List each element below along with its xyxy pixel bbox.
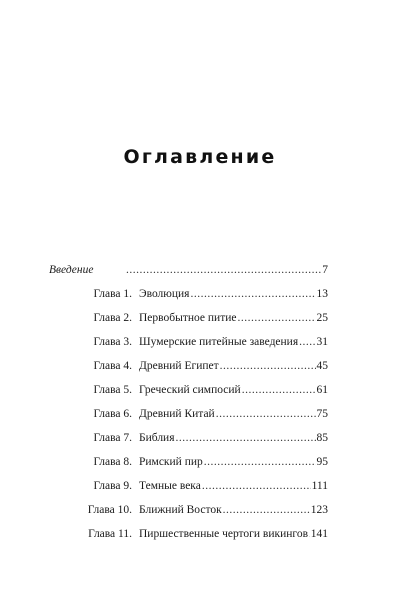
chapter-title: Библия [139,432,175,444]
leader-dots [126,258,321,282]
leader-dots [237,306,315,330]
toc-chapter-row[interactable] [0,354,400,378]
toc-chapter-row[interactable] [0,426,400,450]
intro-label: Введение [49,264,94,276]
leader-dots [204,450,316,474]
chapter-entry [139,282,328,306]
page-number: 75 [316,408,328,420]
chapter-label: Глава 4. [93,360,132,372]
chapter-label: Глава 5. [93,384,132,396]
page-number: 141 [310,528,328,540]
chapter-label: Глава 2. [93,312,132,324]
chapter-title: Пиршественные чертоги викингов [139,528,309,540]
page-number: 31 [316,336,328,348]
chapter-title: Древний Египет [139,360,219,372]
chapter-entry [139,426,328,450]
toc-chapter-row[interactable] [0,282,400,306]
chapter-title: Шумерские питейные заведения [139,336,299,348]
chapter-title: Греческий симпосий [139,384,241,396]
leader-dots [190,282,315,306]
toc-chapter-row[interactable] [0,498,400,522]
leader-dots [223,498,310,522]
toc-chapter-row[interactable] [0,330,400,354]
leader-dots [202,474,311,498]
page-title: Оглавление [123,146,277,168]
intro-entry [125,258,328,282]
chapter-label: Глава 11. [88,528,132,540]
page-number: 13 [316,288,328,300]
page-number: 61 [316,384,328,396]
page-number: 25 [316,312,328,324]
chapter-label: Глава 1. [93,288,132,300]
chapter-label: Глава 7. [93,432,132,444]
chapter-title: Ближний Восток [139,504,222,516]
page-number: 111 [311,480,328,492]
toc-chapter-row[interactable] [0,450,400,474]
toc-chapter-row[interactable] [0,402,400,426]
leader-dots [299,330,315,354]
toc-chapter-row[interactable] [0,378,400,402]
chapter-entry [139,378,328,402]
chapter-label: Глава 9. [93,480,132,492]
leader-dots [309,522,310,546]
leader-dots [220,354,316,378]
chapter-entry [139,354,328,378]
toc-chapter-row[interactable] [0,522,400,546]
chapter-title: Римский пир [139,456,203,468]
page-number: 85 [316,432,328,444]
leader-dots [176,426,316,450]
chapter-title: Первобытное питие [139,312,237,324]
chapter-entry [139,402,328,426]
page-number: 123 [310,504,328,516]
chapter-label: Глава 8. [93,456,132,468]
leader-dots [216,402,316,426]
page-number: 95 [316,456,328,468]
leader-dots [242,378,316,402]
chapter-title: Темные века [139,480,201,492]
page-number: 45 [316,360,328,372]
toc-chapter-row[interactable] [0,306,400,330]
chapter-title: Древний Китай [139,408,215,420]
toc-chapter-row[interactable] [0,474,400,498]
toc-intro-row[interactable] [0,258,400,282]
chapter-label: Глава 3. [93,336,132,348]
chapter-label: Глава 10. [87,504,132,516]
chapter-entry [139,450,328,474]
chapter-entry [139,474,328,498]
page-number: 7 [322,264,328,276]
chapter-label: Глава 6. [93,408,132,420]
chapter-entry [139,498,328,522]
chapter-entry [139,306,328,330]
chapter-entry [139,522,328,546]
chapter-title: Эволюция [139,288,190,300]
chapter-entry [139,330,328,354]
